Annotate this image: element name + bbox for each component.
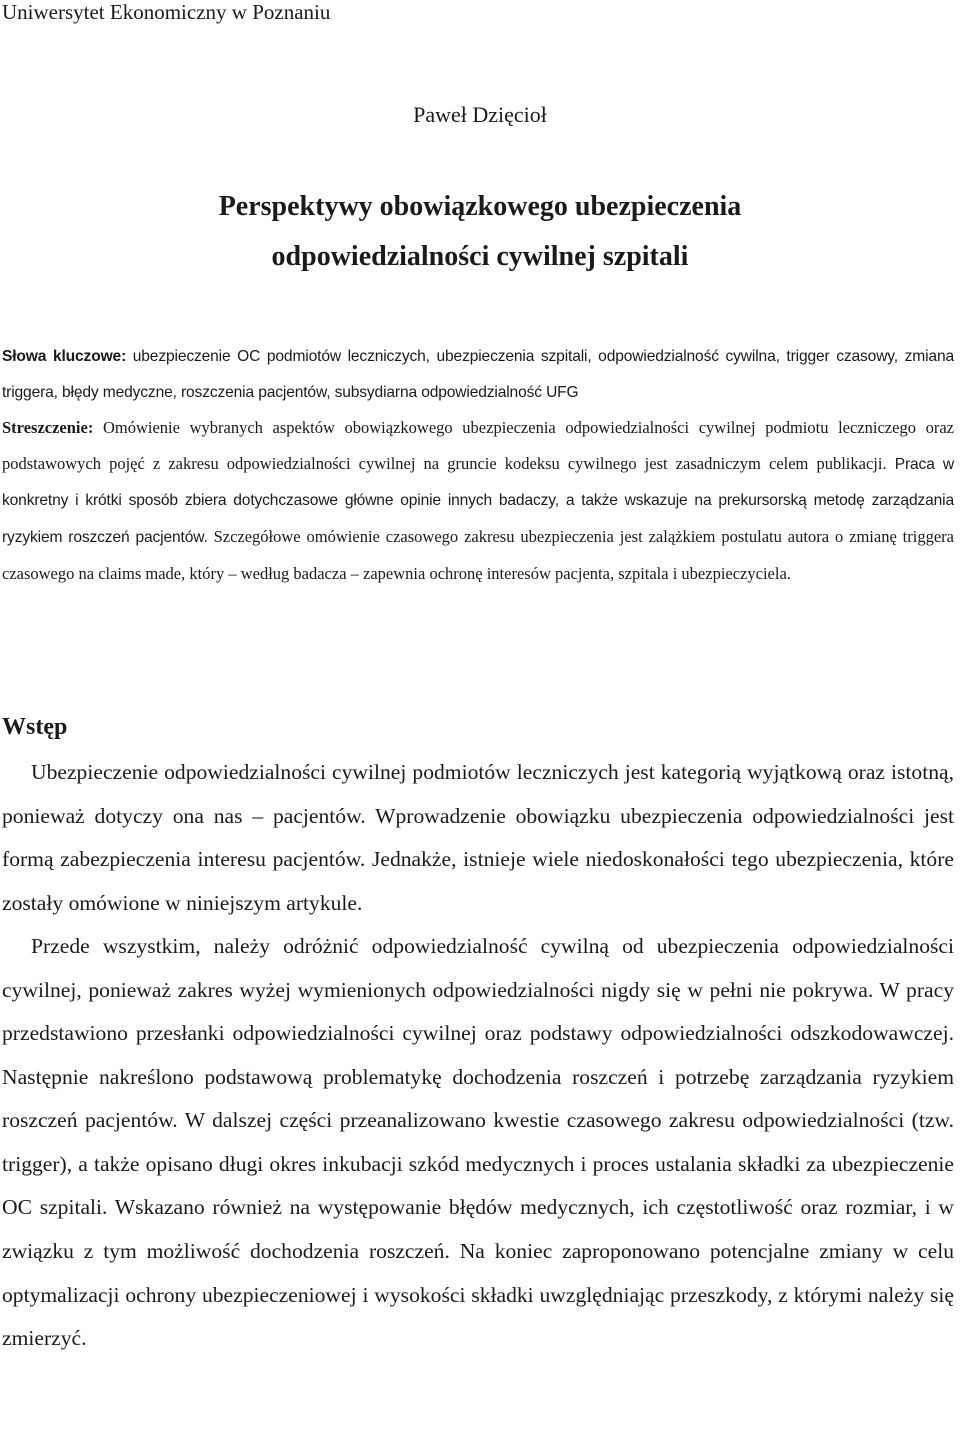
paper-title-line-1: Perspektywy obowiązkowego ubezpieczenia xyxy=(218,191,742,222)
section-heading-intro: Wstęp xyxy=(2,714,68,740)
paper-title-line-2: odpowiedzialności cywilnej szpitali xyxy=(271,241,689,272)
intro-paragraph-1: Ubezpieczenie odpowiedzialności cywilnej podmiotów leczniczych jest kategorią wyjątkową oraz istotną, ponieważ dotyczy ona nas – pacjentów. Wprowadzenie obowiązku ubezpieczenia odpowiedzialności jest formą zabezpieczenia interesu pacjentów. Jednakże, istnieje wiele niedoskonałości tego ubezpieczenia, które zostały omówione w niniejszym artykule. xyxy=(2,760,954,915)
keywords-paragraph xyxy=(2,339,954,410)
abstract-section xyxy=(2,339,954,591)
keywords-label: Słowa kluczowe: xyxy=(2,348,127,365)
abstract-text-1: Omówienie wybranych aspektów obowiązkowego ubezpieczenia odpowiedzialności cywilnej podmiotu leczniczego oraz podstawowych pojęć z zakresu odpowiedzialności cywilnej na gruncie kodeksu cywilnego jest zasadniczym celem publikacji. xyxy=(2,418,954,473)
intro-paragraph-2: Przede wszystkim, należy odróżnić odpowiedzialność cywilną od ubezpieczenia odpowiedzialności cywilnej, ponieważ zakres wyżej wymienionych odpowiedzialności nigdy się w pełni nie pokrywa. W pracy przedstawiono przesłanki odpowiedzialności cywilnej oraz podstawy odpowiedzialności odszkodowawczej. Następnie nakreślono podstawową problematykę dochodzenia roszczeń i potrzebę zarządzania ryzykiem roszczeń pacjentów. W dalszej części przeanalizowano kwestie czasowego zakresu odpowiedzialności (tzw. trigger), a także opisano długi okres inkubacji szkód medycznych i proces ustalania składki za ubezpieczenie OC szpitali. Wskazano również na występowanie błędów medycznych, ich częstotliwość oraz rozmiar, i w związku z tym możliwość dochodzenia roszczeń. Na koniec zaproponowano potencjalne zmiany w celu optymalizacji ochrony ubezpieczeniowej i wysokości składki uwzględniając przeszkody, z którymi należy się zmierzyć. xyxy=(2,934,954,1351)
university-name: Uniwersytet Ekonomiczny w Poznaniu xyxy=(2,0,331,24)
keywords-text: ubezpieczenie OC podmiotów leczniczych, ubezpieczenia szpitali, odpowiedzialność cywilna, trigger czasowy, zmiana triggera, błędy medyczne, roszczenia pacjentów, subsydiarna odpowiedzialność UFG xyxy=(2,348,954,401)
author-name: Paweł Dzięcioł xyxy=(413,102,547,127)
abstract-paragraph xyxy=(2,410,954,591)
abstract-text-2: Praca w konkretny i krótki sposób zbiera dotychczasowe główne opinie innych badaczy, a także wskazuje na prekursorską metodę zarządzania ryzykiem roszczeń pacjentów. xyxy=(2,455,954,546)
abstract-text-3: Szczegółowe omówienie czasowego zakresu ubezpieczenia jest zalążkiem postulatu autora o zmianę triggera czasowego na claims made, który – według badacza – zapewnia ochronę interesów pacjenta, szpitala i ubezpieczyciela. xyxy=(2,526,954,583)
abstract-label: Streszczenie: xyxy=(2,418,94,438)
intro-body xyxy=(2,751,954,1361)
